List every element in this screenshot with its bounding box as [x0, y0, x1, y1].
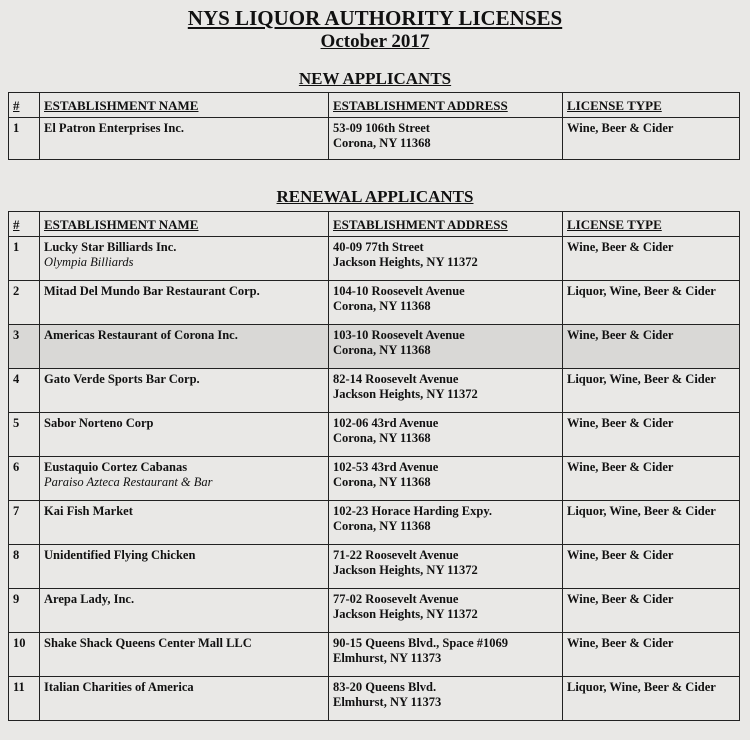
establishment-address-cell — [329, 501, 563, 545]
license-type: Wine, Beer & Cider — [563, 633, 740, 677]
column-header-license-type: LICENSE TYPE — [563, 212, 740, 237]
column-header-name: ESTABLISHMENT NAME — [40, 212, 329, 237]
establishment-name-cell — [40, 413, 329, 457]
address-street: 71-22 Roosevelt Avenue — [333, 548, 459, 562]
establishment-name: Kai Fish Market — [44, 504, 133, 518]
establishment-name: Unidentified Flying Chicken — [44, 548, 196, 562]
license-type: Liquor, Wine, Beer & Cider — [563, 281, 740, 325]
document-title: NYS LIQUOR AUTHORITY LICENSES — [187, 6, 563, 30]
establishment-address-cell — [329, 281, 563, 325]
address-street: 103-10 Roosevelt Avenue — [333, 328, 465, 342]
table-row — [9, 369, 740, 413]
license-type: Wine, Beer & Cider — [563, 545, 740, 589]
establishment-name-cell — [40, 369, 329, 413]
establishment-name: Eustaquio Cortez Cabanas — [44, 460, 188, 474]
establishment-address-cell — [329, 633, 563, 677]
establishment-address-cell — [329, 677, 563, 721]
establishment-name: Gato Verde Sports Bar Corp. — [44, 372, 200, 386]
license-type: Wine, Beer & Cider — [563, 325, 740, 369]
establishment-name: Americas Restaurant of Corona Inc. — [44, 328, 238, 342]
row-number: 10 — [9, 633, 40, 677]
establishment-address-cell — [329, 457, 563, 501]
establishment-name-cell — [40, 633, 329, 677]
table-header-row — [9, 212, 740, 237]
address-city: Corona, NY 11368 — [333, 519, 431, 533]
column-header-name: ESTABLISHMENT NAME — [40, 93, 329, 118]
address-street: 102-53 43rd Avenue — [333, 460, 439, 474]
establishment-name-cell — [40, 457, 329, 501]
address-city: Corona, NY 11368 — [333, 343, 431, 357]
table-row — [9, 118, 740, 160]
table-row — [9, 545, 740, 589]
row-number: 11 — [9, 677, 40, 721]
address-street: 40-09 77th Street — [333, 240, 424, 254]
address-street: 90-15 Queens Blvd., Space #1069 — [333, 636, 509, 650]
row-number: 6 — [9, 457, 40, 501]
address-city: Jackson Heights, NY 11372 — [333, 387, 478, 401]
address-city: Corona, NY 11368 — [333, 299, 431, 313]
license-type: Liquor, Wine, Beer & Cider — [563, 369, 740, 413]
address-street: 53-09 106th Street — [333, 121, 430, 135]
column-header-num: # — [9, 93, 40, 118]
row-number: 8 — [9, 545, 40, 589]
establishment-address-cell — [329, 545, 563, 589]
row-number: 1 — [9, 237, 40, 281]
address-street: 77-02 Roosevelt Avenue — [333, 592, 459, 606]
new-applicants-table — [8, 92, 740, 160]
establishment-name-cell — [40, 118, 329, 160]
address-city: Jackson Heights, NY 11372 — [333, 255, 478, 269]
establishment-name: Arepa Lady, Inc. — [44, 592, 135, 606]
establishment-name-cell — [40, 545, 329, 589]
establishment-name-cell — [40, 237, 329, 281]
table-row — [9, 457, 740, 501]
license-type: Liquor, Wine, Beer & Cider — [563, 677, 740, 721]
establishment-name: Sabor Norteno Corp — [44, 416, 154, 430]
row-number: 9 — [9, 589, 40, 633]
establishment-name-cell — [40, 325, 329, 369]
address-city: Corona, NY 11368 — [333, 136, 431, 150]
establishment-name-cell — [40, 501, 329, 545]
renewal-applicants-table — [8, 211, 740, 721]
establishment-name-cell — [40, 281, 329, 325]
address-city: Jackson Heights, NY 11372 — [333, 563, 478, 577]
establishment-name: El Patron Enterprises Inc. — [44, 121, 185, 135]
renewal-applicants-heading: RENEWAL APPLICANTS — [276, 187, 474, 206]
address-city: Jackson Heights, NY 11372 — [333, 607, 478, 621]
address-city: Elmhurst, NY 11373 — [333, 651, 442, 665]
address-street: 102-23 Horace Harding Expy. — [333, 504, 493, 518]
license-type: Wine, Beer & Cider — [563, 457, 740, 501]
establishment-address-cell — [329, 413, 563, 457]
establishment-address-cell — [329, 589, 563, 633]
column-header-num: # — [9, 212, 40, 237]
license-type: Wine, Beer & Cider — [563, 413, 740, 457]
table-row — [9, 633, 740, 677]
document-subtitle: October 2017 — [320, 31, 430, 52]
row-number: 1 — [9, 118, 40, 160]
dba-name: Paraiso Azteca Restaurant & Bar — [44, 475, 213, 489]
establishment-address-cell — [329, 325, 563, 369]
table-row — [9, 281, 740, 325]
dba-name: Olympia Billiards — [44, 255, 134, 269]
address-street: 104-10 Roosevelt Avenue — [333, 284, 465, 298]
table-row — [9, 237, 740, 281]
table-row — [9, 325, 740, 369]
license-type: Wine, Beer & Cider — [563, 237, 740, 281]
address-city: Elmhurst, NY 11373 — [333, 695, 442, 709]
new-applicants-heading: NEW APPLICANTS — [298, 69, 452, 88]
row-number: 5 — [9, 413, 40, 457]
row-number: 7 — [9, 501, 40, 545]
table-row — [9, 589, 740, 633]
license-type: Wine, Beer & Cider — [563, 589, 740, 633]
row-number: 3 — [9, 325, 40, 369]
license-type: Wine, Beer & Cider — [563, 118, 740, 160]
column-header-address: ESTABLISHMENT ADDRESS — [329, 93, 563, 118]
table-header-row — [9, 93, 740, 118]
license-type: Liquor, Wine, Beer & Cider — [563, 501, 740, 545]
establishment-name: Mitad Del Mundo Bar Restaurant Corp. — [44, 284, 260, 298]
table-row — [9, 677, 740, 721]
table-row — [9, 501, 740, 545]
establishment-address-cell — [329, 237, 563, 281]
row-number: 2 — [9, 281, 40, 325]
establishment-address-cell — [329, 369, 563, 413]
address-street: 83-20 Queens Blvd. — [333, 680, 437, 694]
table-row — [9, 413, 740, 457]
address-city: Corona, NY 11368 — [333, 475, 431, 489]
column-header-address: ESTABLISHMENT ADDRESS — [329, 212, 563, 237]
address-city: Corona, NY 11368 — [333, 431, 431, 445]
row-number: 4 — [9, 369, 40, 413]
establishment-name: Italian Charities of America — [44, 680, 194, 694]
establishment-name-cell — [40, 677, 329, 721]
establishment-name: Shake Shack Queens Center Mall LLC — [44, 636, 252, 650]
establishment-name-cell — [40, 589, 329, 633]
address-street: 82-14 Roosevelt Avenue — [333, 372, 459, 386]
address-street: 102-06 43rd Avenue — [333, 416, 439, 430]
column-header-license-type: LICENSE TYPE — [563, 93, 740, 118]
establishment-name: Lucky Star Billiards Inc. — [44, 240, 177, 254]
establishment-address-cell — [329, 118, 563, 160]
